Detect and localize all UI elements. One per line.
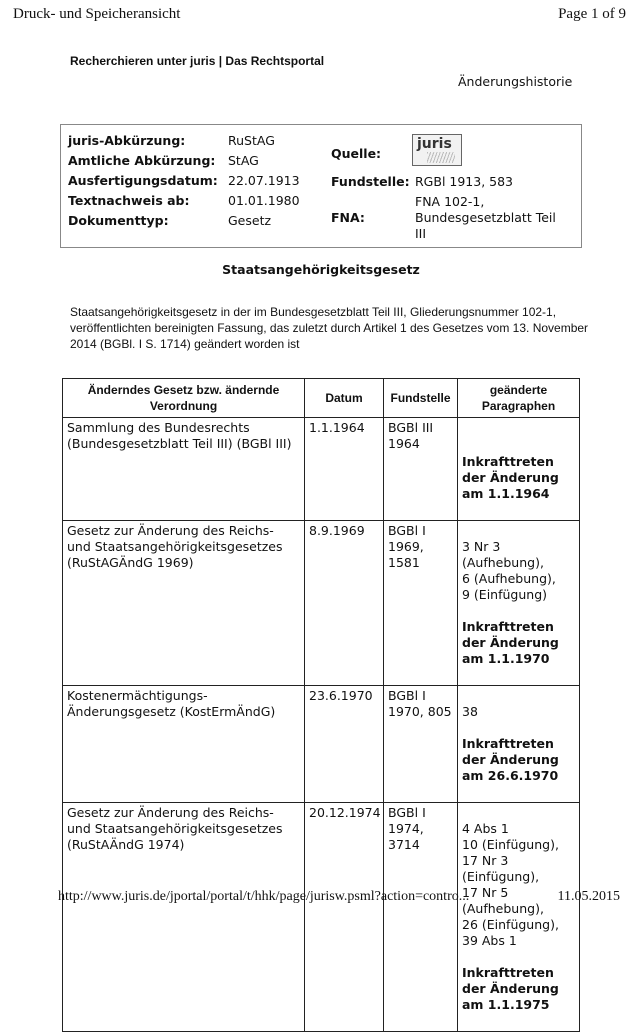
- cell-source: BGBl I 1969, 1581: [384, 521, 458, 686]
- cell-source: BGBl I 1970, 805: [384, 686, 458, 803]
- amendment-history-table: [62, 378, 580, 1032]
- meta-value: 01.01.1980: [228, 193, 300, 208]
- table-row: [63, 686, 580, 803]
- meta-key: Dokumenttyp:: [68, 213, 169, 228]
- fna-value-line1: FNA 102-1,: [415, 194, 485, 209]
- column-header-source: Fundstelle: [384, 379, 458, 418]
- table-row: [63, 418, 580, 521]
- citation-label: Fundstelle:: [331, 174, 410, 189]
- section-label: Änderungshistorie: [458, 74, 573, 89]
- meta-key: Textnachweis ab:: [68, 193, 190, 208]
- cell-source: BGBl I 1974, 3714: [384, 803, 458, 1032]
- fna-value-line3: III: [415, 226, 427, 241]
- cell-law: Gesetz zur Änderung des Reichs- und Staatsangehörigkeitsgesetzes (RuStAGÄndG 1969): [63, 521, 305, 686]
- effective-date-note: Inkrafttreten der Änderung am 26.6.1970: [462, 736, 559, 783]
- effective-date-note: Inkrafttreten der Änderung am 1.1.1964: [462, 454, 559, 501]
- footer-print-date: 11.05.2015: [557, 889, 620, 904]
- cell-changes: [458, 418, 580, 521]
- cell-date: 1.1.1964: [305, 418, 384, 521]
- table-row: [63, 521, 580, 686]
- column-header-date: Datum: [305, 379, 384, 418]
- meta-value: RuStAG: [228, 133, 275, 148]
- cell-law: Kostenermächtigungs-Änderungsgesetz (KostErmÄndG): [63, 686, 305, 803]
- cell-law: Gesetz zur Änderung des Reichs- und Staatsangehörigkeitsgesetzes (RuStAÄndG 1974): [63, 803, 305, 1032]
- logo-stripes-icon: [427, 152, 455, 163]
- print-title: Druck- und Speicheransicht: [13, 6, 181, 22]
- cell-date: 20.12.1974: [305, 803, 384, 1032]
- portal-title: Recherchieren unter juris | Das Rechtsportal: [70, 54, 325, 68]
- column-header-law: Änderndes Gesetz bzw. ändernde Verordnung: [63, 379, 305, 418]
- meta-value: Gesetz: [228, 213, 272, 228]
- intro-text: Staatsangehörigkeitsgesetz in der im Bundesgesetzblatt Teil III, Gliederungsnummer 102-1, veröffentlichten bereinigten Fassung, das zuletzt durch Artikel 1 des Gesetzes vom 13. November 2014 (BGBl. I S. 1714) geändert worden ist: [70, 305, 589, 351]
- citation-value: RGBl 1913, 583: [415, 174, 514, 189]
- effective-date-note: Inkrafttreten der Änderung am 1.1.1975: [462, 965, 559, 1012]
- fna-value-line2: Bundesgesetzblatt Teil: [415, 210, 556, 225]
- cell-changes: [458, 803, 580, 1032]
- juris-logo-wordmark: juris: [417, 136, 452, 152]
- document-metadata-box: [60, 124, 582, 248]
- effective-date-note: Inkrafttreten der Änderung am 1.1.1970: [462, 619, 559, 666]
- fna-label: FNA:: [331, 210, 365, 225]
- law-title: Staatsangehörigkeitsgesetz: [222, 262, 420, 277]
- meta-key: juris-Abkürzung:: [68, 133, 186, 148]
- table-row: [63, 803, 580, 1032]
- cell-date: 8.9.1969: [305, 521, 384, 686]
- changed-paragraphs: 38: [462, 704, 478, 719]
- changed-paragraphs: 4 Abs 1 10 (Einfügung), 17 Nr 3 (Einfügung), 17 Nr 5 (Aufhebung), 26 (Einfügung), 39 Abs 1: [462, 821, 559, 948]
- meta-value: 22.07.1913: [228, 173, 300, 188]
- source-label: Quelle:: [331, 146, 382, 161]
- footer-url-link[interactable]: http://www.juris.de/jportal/portal/t/hhk/page/jurisw.psml?action=contro...: [58, 889, 470, 904]
- cell-date: 23.6.1970: [305, 686, 384, 803]
- cell-changes: [458, 521, 580, 686]
- meta-value: StAG: [228, 153, 259, 168]
- changed-paragraphs: 3 Nr 3 (Aufhebung), 6 (Aufhebung), 9 (Einfügung): [462, 539, 556, 602]
- juris-logo: [412, 134, 462, 166]
- meta-key: Amtliche Abkürzung:: [68, 153, 216, 168]
- cell-changes: [458, 686, 580, 803]
- column-header-changes: geänderte Paragraphen: [458, 379, 580, 418]
- cell-law: Sammlung des Bundesrechts (Bundesgesetzblatt Teil III) (BGBl III): [63, 418, 305, 521]
- meta-key: Ausfertigungsdatum:: [68, 173, 218, 188]
- table-header-row: [63, 379, 580, 418]
- page-count: Page 1 of 9: [558, 6, 626, 22]
- cell-source: BGBl III 1964: [384, 418, 458, 521]
